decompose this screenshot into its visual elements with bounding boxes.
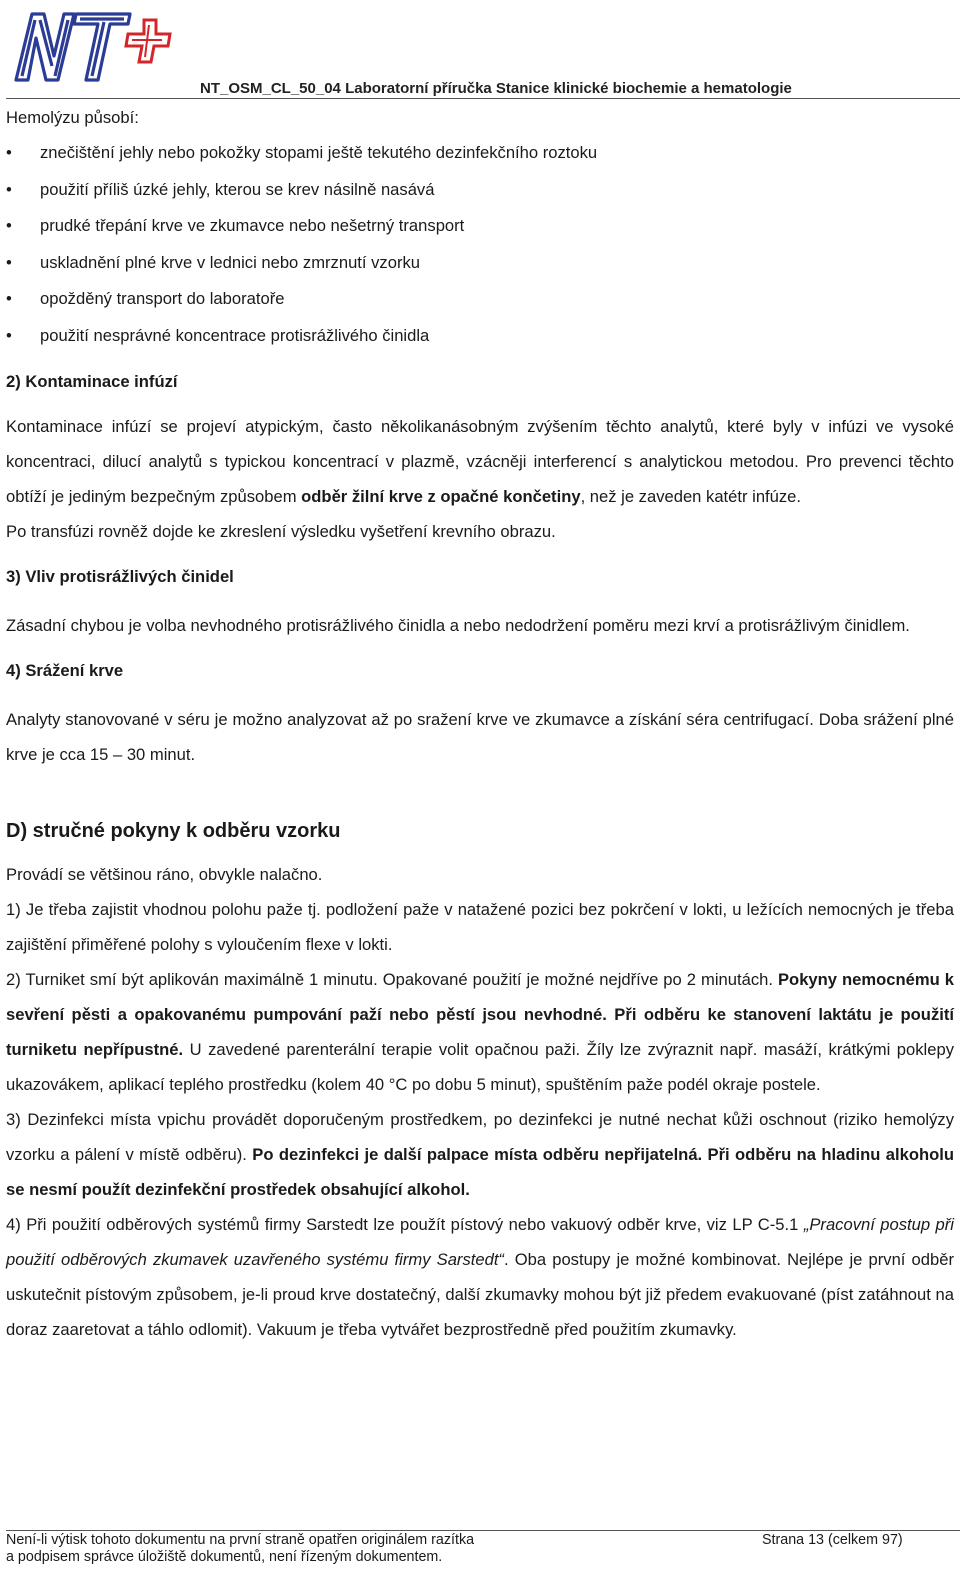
bold-text: Po dezinfekci je další palpace místa odběru nepřijatelná. Při odběru na hladinu alkoholu se nesmí použít dezinfekční prostředek obsahující alkohol. <box>6 1145 955 1199</box>
text-span: . Oba postupy je možné kombinovat. Nejlépe je první odběr uskutečnit pístovým způsobem, je-li proud krve dostatečný, další zkumavky mohou být již předem evakuované (píst zatáhnout na doraz zaaretovat a táhlo odlomit). Vakuum je třeba vytvářet bezprostředně před použitím zkumavky. <box>6 1250 954 1339</box>
footer-divider <box>6 1530 960 1531</box>
paragraph-intro: Provádí se většinou ráno, obvykle nalačno. <box>6 865 323 884</box>
header-divider <box>6 98 960 99</box>
paragraph-clotting: Analyty stanovované v séru je možno analyzovat až po sražení krve ve zkumavce a získání séra centrifugací. Doba srážení plné krve je cca 15 – 30 minut. <box>6 710 954 764</box>
page-number: Strana 13 (celkem 97) <box>762 1532 903 1548</box>
italic-text: „Pracovní postup při použití odběrových zkumavek uzavřeného systému firmy Sarstedt“ <box>6 1215 954 1269</box>
paragraph-transfusion: Po transfúzi rovněž dojde ke zkreslení výsledku vyšetření krevního obrazu. <box>6 522 556 541</box>
list-item: • prudké třepání krve ve zkumavce nebo nešetrný transport <box>6 208 954 245</box>
section-heading-infusion: 2) Kontaminace infúzí <box>6 372 178 391</box>
section-heading-anticoagulants: 3) Vliv protisrážlivých činidel <box>6 567 234 586</box>
section-heading-instructions: D) stručné pokyny k odběru vzorku <box>6 820 341 842</box>
paragraph-anticoagulants: Zásadní chybou je volba nevhodného protisrážlivého činidla a nebo nedodržení poměru mezi krví a protisrážlivým činidlem. <box>6 616 910 635</box>
hemolysis-label: Hemolýzu působí: <box>6 108 139 127</box>
company-logo <box>10 4 172 86</box>
list-item: • použití nesprávné koncentrace protisrážlivého činidla <box>6 318 954 355</box>
text-span: 3) Dezinfekci místa vpichu provádět doporučeným prostředkem, po dezinfekci je nutné nechat kůži oschnout (riziko hemolýzy vzorku a pálení v místě odběru). <box>6 1110 954 1164</box>
list-item: • uskladnění plné krve v lednici nebo zmrznutí vzorku <box>6 245 954 282</box>
footer-line: a podpisem správce úložiště dokumentů, není řízeným dokumentem. <box>6 1549 443 1565</box>
footer-disclaimer <box>6 1532 746 1566</box>
section-heading-clotting: 4) Srážení krve <box>6 661 124 680</box>
hemolysis-list <box>6 135 954 354</box>
paragraph-step-3 <box>6 1102 954 1207</box>
paragraph-step-1: 1) Je třeba zajistit vhodnou polohu paže tj. podložení paže v natažené pozici bez pokrčení v lokti, u ležících nemocných je třeba zajištění přiměřené polohy s vyloučením flexe v lokti. <box>6 900 954 954</box>
list-item: • opožděný transport do laboratoře <box>6 281 954 318</box>
text-span: 4) Při použití odběrových systémů firmy Sarstedt lze použít pístový nebo vakuový odběr krve, viz LP C-5.1 <box>6 1215 804 1234</box>
list-item: • znečištění jehly nebo pokožky stopami ještě tekutého dezinfekčního roztoku <box>6 135 954 172</box>
list-item: • použití příliš úzké jehly, kterou se krev násilně nasává <box>6 172 954 209</box>
paragraph-step-2 <box>6 962 954 1102</box>
text-span: , než je zaveden katétr infúze. <box>580 487 802 506</box>
paragraph-infusion <box>6 409 954 514</box>
bold-text: odběr žilní krve z opačné končetiny <box>301 487 581 506</box>
text-span: Kontaminace infúzí se projeví atypickým, často několikanásobným zvýšením těchto analytů, které byly v infúzi ve vysoké koncentraci, dilucí analytů s typickou koncentrací v plazmě, vzácněji interferencí s analytickou metodou. Pro prevenci těchto obtíží je jediným bezpečným způsobem <box>6 417 954 506</box>
footer-line: Není-li výtisk tohoto dokumentu na první straně opatřen originálem razítka <box>6 1532 475 1548</box>
document-title: NT_OSM_CL_50_04 Laboratorní příručka Stanice klinické biochemie a hematologie <box>200 80 792 97</box>
page-content <box>6 100 954 1347</box>
text-span: U zavedené parenterální terapie volit opačnou paži. Žíly lze zvýraznit např. masáží, krátkými poklepy ukazovákem, aplikací teplého prostředku (kolem 40 °C po dobu 5 minut), spuštěním paže podél okraje postele. <box>6 1040 954 1094</box>
paragraph-step-4 <box>6 1207 954 1347</box>
bold-text: Pokyny nemocnému k sevření pěsti a opakovanému pumpování paží nebo pěstí jsou nevhodné. Při odběru ke stanovení laktátu je použití turniketu nepřípustné. <box>6 970 955 1059</box>
text-span: 2) Turniket smí být aplikován maximálně 1 minutu. Opakované použití je možné nejdříve po 2 minutách. <box>6 970 778 989</box>
